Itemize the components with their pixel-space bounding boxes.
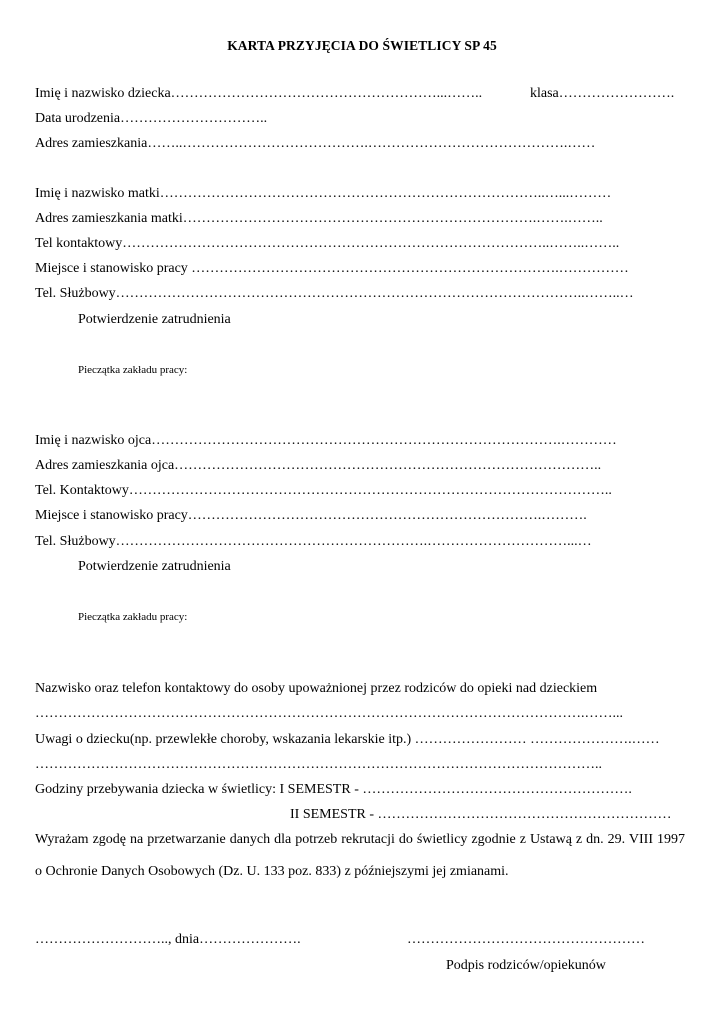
consent-text: Wyrażam zgodę na przetwarzanie danych dla potrzeb rekrutacji do świetlicy zgodnie z Ustawą z dn. 29. VIII 1997 o Ochronie Danych Osobowych (Dz. U. 133 poz. 833) z późniejszymi jej zmianami. [35,832,685,879]
father-employment-label: Potwierdzenie zatrudnienia [78,559,231,574]
remarks-line: Uwagi o dziecku(np. przewlekłe choroby, wskazania lekarskie itp.) …………………… ………………….…… [35,732,660,747]
father-work-phone-line: Tel. Służbowy………………………………………………………….…………………………...… [35,534,592,549]
father-address-line: Adres zamieszkania ojca……………………………………………………………………………….. [35,458,602,473]
child-birth-line: Data urodzenia………………………….. [35,111,268,126]
mother-work-phone-line: Tel. Służbowy………………………………………………………………………………………..……..… [35,286,634,301]
mother-name-line: Imię i nazwisko matki………………………………………………………………………..…...……… [35,186,612,201]
authorized-person-blank: ……………………………………………………………………………………………………….……... [35,706,623,721]
signature-label: Podpis rodziców/opiekunów [446,958,606,973]
child-class-line: klasa……………………. [530,86,675,101]
mother-work-line: Miejsce i stanowisko pracy …………………………………………………………………….…………… [35,261,629,276]
mother-phone-line: Tel kontaktowy………………………………………………………………………………..……..…….. [35,236,620,251]
remarks-blank: ………………………………………………………………………………………………………….. [35,757,602,772]
mother-stamp-label: Pieczątka zakładu pracy: [78,364,188,376]
father-stamp-label: Pieczątka zakładu pracy: [78,611,188,623]
hours-semester2-line: II SEMESTR - ……………………………………………………… [290,807,672,822]
form-title: KARTA PRZYJĘCIA DO ŚWIETLICY SP 45 [227,38,497,53]
father-work-line: Miejsce i stanowisko pracy………………………………………………………………….………. [35,508,587,523]
mother-address-line: Adres zamieszkania matki………………………………………………………………….…….…….. [35,211,603,226]
father-name-line: Imię i nazwisko ojca…………………………………………………………………………….………… [35,433,617,448]
date-line: ……………………….., dnia…………………. [35,932,301,947]
child-name-line: Imię i nazwisko dziecka…………………………………………………...…….. [35,86,483,101]
signature-line: …………………………………………… [407,932,645,947]
father-phone-line: Tel. Kontaktowy………………………………………………………………………………………….. [35,483,612,498]
hours-semester1-line: Godziny przebywania dziecka w świetlicy: I SEMESTR - …………………………………………………. [35,782,632,797]
authorized-person-label: Nazwisko oraz telefon kontaktowy do osoby upoważnionej przez rodziców do opieki nad dzieckiem [35,681,598,696]
mother-employment-label: Potwierdzenie zatrudnienia [78,312,231,327]
child-address-line: Adres zamieszkania……..………………………………….…………………………………….…… [35,136,596,151]
